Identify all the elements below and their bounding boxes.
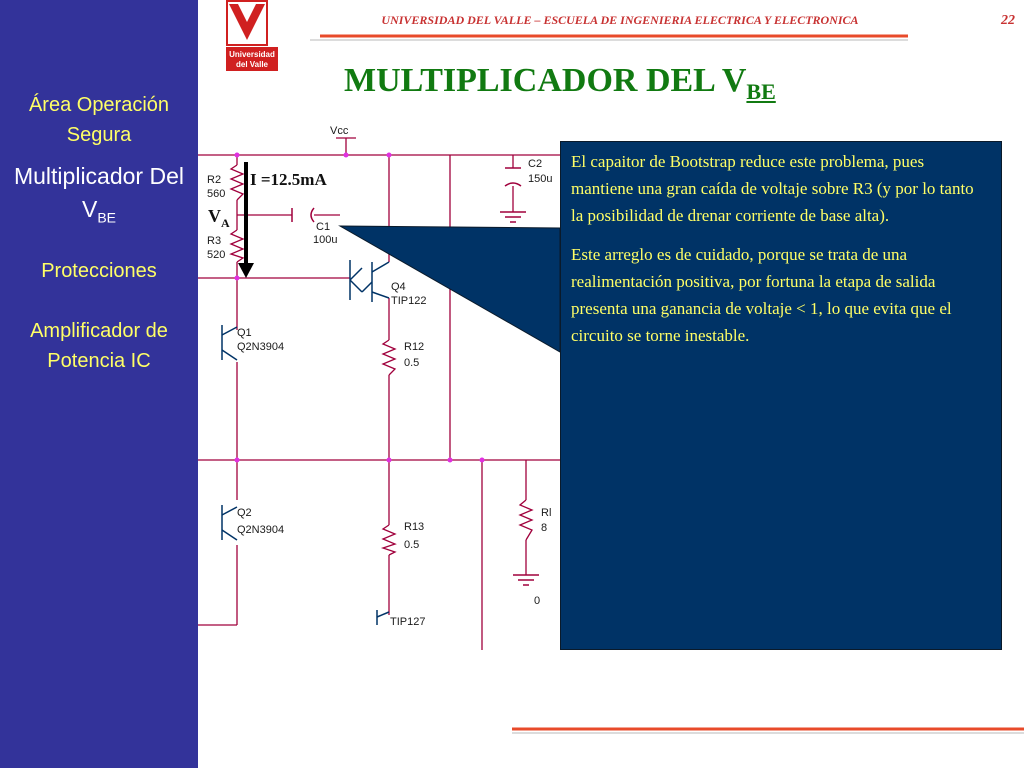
svg-text:Q4: Q4 — [391, 281, 406, 293]
nav-label: Multiplicador Del V — [13, 163, 184, 222]
svg-text:Rl: Rl — [541, 507, 552, 519]
svg-text:8: 8 — [541, 522, 548, 534]
header-title: UNIVERSIDAD DEL VALLE – ESCUELA DE INGENIERIA ELECTRICA Y ELECTRONICA — [381, 13, 859, 27]
svg-text:Q1: Q1 — [237, 327, 252, 339]
svg-text:520: 520 — [207, 249, 226, 261]
page-title: MULTIPLICADOR DEL $V_{BE}$ — [344, 62, 776, 104]
svg-text:0: 0 — [534, 595, 541, 607]
nav-label: Área Operación Segura — [28, 94, 170, 146]
svg-text:C2: C2 — [528, 158, 543, 170]
svg-text:Q2N3904: Q2N3904 — [237, 524, 285, 536]
svg-text:R12: R12 — [404, 341, 425, 353]
svg-text:Vcc: Vcc — [330, 125, 349, 137]
nav-label: Protecciones — [41, 260, 157, 282]
annotation-paragraph-2: Este arreglo es de cuidado, porque se trata de una realimentación positiva, por fortuna la etapa de salida presenta una ganancia de voltaje < 1, lo que evita que el circuito se torne inestable. — [571, 245, 952, 345]
svg-text:Q2N3904: Q2N3904 — [237, 341, 285, 353]
svg-text:R3: R3 — [207, 235, 222, 247]
nav-label: Amplificador de Potencia IC — [30, 320, 168, 372]
svg-text:Universidad: Universidad — [229, 50, 275, 59]
va-label: $V_A$ — [208, 206, 230, 230]
page-number: 22 — [1001, 13, 1015, 28]
svg-text:R2: R2 — [207, 174, 222, 186]
svg-text:TIP122: TIP122 — [391, 295, 427, 307]
annotation-box — [560, 141, 1002, 650]
svg-text:0.5: 0.5 — [404, 539, 420, 551]
svg-text:Q2: Q2 — [237, 507, 252, 519]
nav-label-subscript: BE — [97, 209, 117, 226]
svg-text:150u: 150u — [528, 173, 553, 185]
svg-text:560: 560 — [207, 188, 226, 200]
annotation-paragraph-1: El capaitor de Bootstrap reduce este problema, pues mantiene una gran caída de voltaje sobre R3 (y por lo tanto la posibilidad de drenar corriente de base alta). — [571, 152, 974, 225]
svg-text:del Valle: del Valle — [235, 60, 269, 69]
svg-text:C1: C1 — [316, 221, 331, 233]
svg-text:0.5: 0.5 — [404, 357, 420, 369]
svg-text:100u: 100u — [313, 234, 338, 246]
svg-text:TIP127: TIP127 — [390, 616, 426, 628]
svg-text:R13: R13 — [404, 521, 425, 533]
current-label: I =12.5mA — [250, 170, 327, 189]
